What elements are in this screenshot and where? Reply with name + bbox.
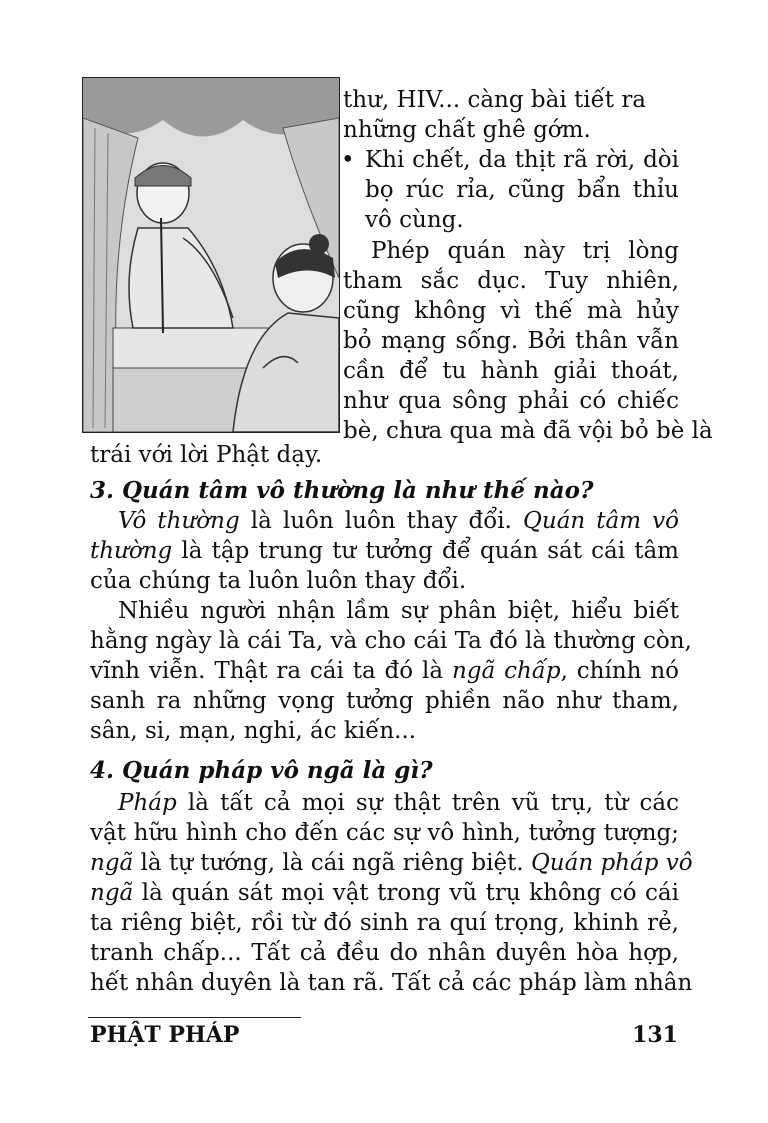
text-line: sanh ra những vọng tưởng phiền não như tham,: [90, 688, 679, 714]
text-line: vô cùng.: [365, 207, 464, 233]
text-line: bọ rúc rỉa, cũng bẩn thỉu: [365, 177, 679, 203]
text-line: cũng không vì thế mà hủy: [343, 298, 679, 324]
text-line: cần để tu hành giải thoát,: [343, 358, 679, 384]
text-line: thường là tập trung tư tưởng để quán sát cái tâm: [90, 538, 679, 564]
text-line: hằng ngày là cái Ta, và cho cái Ta đó là thường còn,: [90, 628, 692, 654]
text-line: bè, chưa qua mà đã vội bỏ bè là: [343, 418, 713, 444]
text-line: Nhiều người nhận lầm sự phân biệt, hiểu biết: [118, 598, 679, 624]
text-line: tranh chấp... Tất cả đều do nhân duyên hòa hợp,: [90, 940, 679, 966]
text-line: ta riêng biệt, rồi từ đó sinh ra quí trọng, khinh rẻ,: [90, 910, 679, 936]
text-line: Vô thường là luôn luôn thay đổi. Quán tâm vô: [118, 508, 679, 534]
text-line: những chất ghê gớm.: [343, 117, 591, 143]
text-line: Pháp là tất cả mọi sự thật trên vũ trụ, từ các: [118, 790, 679, 816]
text-line: vật hữu hình cho đến các sự vô hình, tưởng tượng;: [90, 820, 679, 846]
text-line: tham sắc dục. Tuy nhiên,: [343, 268, 679, 294]
text-line: sân, si, mạn, nghi, ác kiến...: [90, 718, 417, 744]
bullet-symbol: •: [341, 147, 355, 173]
text-line: hết nhân duyên là tan rã. Tất cả các pháp làm nhân: [90, 970, 693, 996]
text-line: Phép quán này trị lòng: [371, 238, 679, 264]
text-line: thư, HIV... càng bài tiết ra: [343, 87, 647, 113]
section-heading: 4. Quán pháp vô ngã là gì?: [90, 757, 433, 784]
text-line: trái với lời Phật dạy.: [90, 442, 323, 468]
footer-rule: [88, 1017, 301, 1018]
text-line: bỏ mạng sống. Bởi thân vẫn: [343, 328, 679, 354]
text-line: ngã là tự tướng, là cái ngã riêng biệt. Quán pháp vô: [90, 850, 693, 876]
text-line: như qua sông phải có chiếc: [343, 388, 679, 414]
text-line: Khi chết, da thịt rã rời, dòi: [365, 147, 679, 173]
text-line: ngã là quán sát mọi vật trong vũ trụ không có cái: [90, 880, 679, 906]
page-number: 131: [632, 1022, 678, 1048]
running-footer-title: PHẬT PHÁP: [90, 1022, 240, 1048]
monk-on-deathbed-illustration: [82, 77, 340, 433]
text-line: vĩnh viễn. Thật ra cái ta đó là ngã chấp, chính nó: [90, 658, 679, 684]
section-heading: 3. Quán tâm vô thường là như thế nào?: [90, 477, 594, 504]
text-line: của chúng ta luôn luôn thay đổi.: [90, 568, 467, 594]
